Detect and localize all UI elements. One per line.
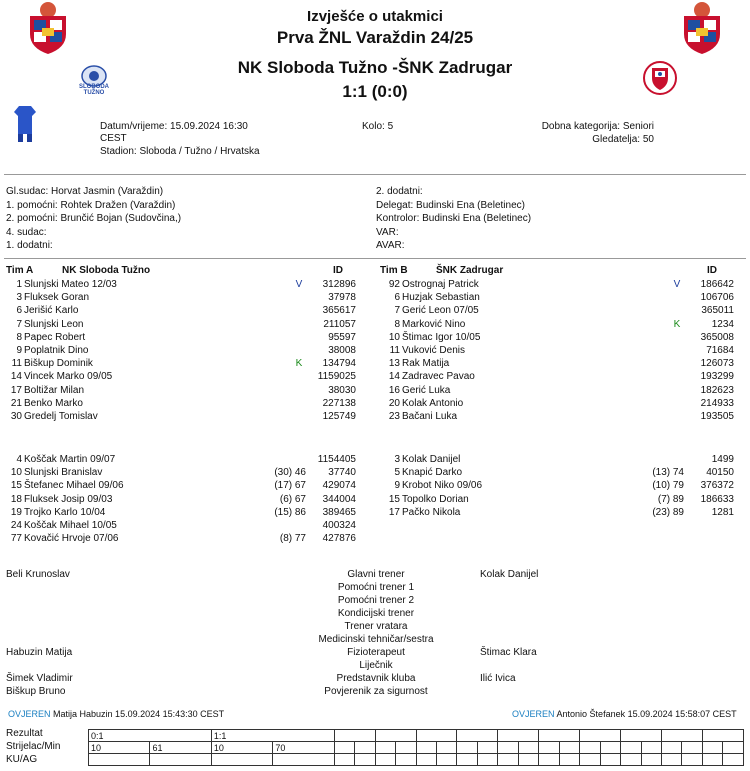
player-number: 11: [11, 358, 22, 370]
match-stadium: Stadion: Sloboda / Tužno / Hrvatska: [100, 146, 260, 157]
player-id: 186633: [700, 493, 734, 505]
team-a-id-header: ID: [333, 265, 343, 276]
staff-away-person: [480, 621, 740, 634]
player-number: 8: [16, 331, 22, 343]
player-row: [0, 480, 360, 492]
player-id: 214933: [700, 397, 734, 409]
player-name: Gerić Leon 07/05: [402, 305, 479, 317]
player-id: 429074: [322, 480, 356, 492]
official-line: 2. dodatni:: [376, 186, 423, 197]
document-title: Izvješće o utakmici: [307, 8, 443, 25]
player-row: [378, 319, 738, 331]
ku-cell: [580, 754, 600, 766]
player-row: [378, 494, 738, 506]
home-club-logo-text: SLOBODA TUŽNO: [79, 84, 109, 96]
footer-labels: [6, 728, 60, 767]
scorer-cell: [498, 742, 518, 754]
player-number: 20: [388, 397, 400, 409]
player-name: Rak Matija: [402, 358, 450, 370]
result-cell: [334, 730, 375, 742]
staff-home-person: [6, 582, 266, 595]
result-cell: [416, 730, 457, 742]
footer-grid: [88, 729, 744, 766]
player-row: [0, 494, 360, 506]
official-line: 1. pomoćni: Rohtek Dražen (Varaždin): [6, 199, 176, 211]
shirt-icon: [14, 106, 36, 144]
player-minute: (30) 46: [274, 467, 306, 479]
player-id: 376372: [700, 480, 734, 492]
player-row: [378, 411, 738, 423]
player-row: [378, 345, 738, 357]
staff-away-person: [480, 686, 740, 699]
footer-grid-row: [89, 730, 744, 742]
player-number: 4: [16, 454, 22, 465]
ku-cell: [723, 754, 744, 766]
player-id: 427876: [322, 533, 356, 545]
player-name: Jerišić Karlo: [24, 305, 79, 317]
scorer-cell: [375, 742, 395, 754]
ku-cell: [539, 754, 559, 766]
official-line: 4. sudac:: [6, 226, 47, 238]
staff-role: Trener vratara: [344, 621, 408, 632]
player-row: [378, 467, 738, 479]
footer-label-scorer: Strijelac/Min: [6, 741, 61, 752]
staff-away-person: Ilić Ivica: [480, 673, 516, 684]
ku-cell: [396, 754, 416, 766]
player-number: 1: [16, 279, 22, 290]
player-number: 6: [394, 292, 400, 304]
scorer-cell: 10: [211, 742, 272, 754]
player-row: [0, 292, 360, 304]
scorer-cell: [682, 742, 702, 754]
scorer-cell: [600, 742, 620, 754]
team-a-label: Tim A: [6, 265, 34, 276]
player-name: Kolak Antonio: [402, 397, 464, 409]
staff-away: [480, 569, 740, 699]
player-number: 19: [10, 506, 22, 518]
player-number: 17: [10, 384, 22, 396]
player-row: [0, 345, 360, 357]
player-mark: K: [295, 358, 303, 370]
player-name: Koščak Martin 09/07: [24, 454, 116, 465]
player-number: 18: [10, 493, 22, 505]
verified-label: OVJEREN: [8, 709, 51, 719]
player-minute: (17) 67: [274, 480, 306, 492]
player-mark: V: [673, 279, 681, 290]
player-row: [378, 385, 738, 397]
player-name: Bačani Luka: [402, 411, 458, 422]
player-id: 182623: [700, 384, 734, 396]
verified-text: Antonio Štefanek 15.09.2024 15:58:07 CEST: [556, 709, 737, 719]
player-id: 193299: [700, 371, 734, 383]
player-number: 17: [388, 506, 400, 518]
player-name: Štimac Igor 10/05: [402, 331, 481, 343]
player-number: 15: [10, 480, 22, 492]
player-number: 11: [389, 345, 400, 356]
staff-section: [0, 569, 750, 704]
player-row: [0, 520, 360, 532]
player-number: 9: [16, 345, 22, 356]
player-name: Kolak Danijel: [402, 454, 461, 465]
ku-cell: [355, 754, 375, 766]
footer-grid-row: [89, 754, 744, 766]
player-minute: (10) 79: [652, 480, 684, 492]
player-id: 365011: [701, 305, 734, 317]
player-name: Koščak Mihael 10/05: [24, 520, 117, 531]
result-cell: [498, 730, 539, 742]
player-name: Zadravec Pavao: [402, 371, 475, 383]
player-id: 1499: [711, 454, 734, 465]
staff-away-person: [480, 608, 740, 621]
official-line: 1. dodatni:: [6, 240, 53, 251]
player-row: [0, 467, 360, 479]
player-id: 227138: [322, 397, 356, 409]
player-number: 16: [388, 384, 400, 396]
official-line: 2. pomoćni: Brunčić Bojan (Sudovčina,): [6, 213, 182, 224]
official-line: Gl.sudac: Horvat Jasmin (Varaždin): [6, 186, 164, 197]
player-mark: V: [295, 279, 303, 290]
staff-away-person: [480, 634, 740, 647]
player-name: Topolko Dorian: [402, 493, 469, 505]
player-row: [378, 454, 738, 466]
league-title: Prva ŽNL Varaždin 24/25: [276, 28, 474, 47]
staff-away-person: Kolak Danijel: [480, 569, 539, 580]
match-timezone: CEST: [100, 133, 127, 144]
scorer-cell: [355, 742, 375, 754]
player-id: 312896: [322, 279, 356, 290]
player-row: [0, 454, 360, 466]
scorer-cell: [334, 742, 354, 754]
player-row: [0, 371, 360, 383]
result-cell: [662, 730, 703, 742]
ku-cell: [498, 754, 518, 766]
ku-cell: [702, 754, 722, 766]
player-name: Biškup Dominik: [24, 358, 93, 370]
player-id: 400324: [322, 520, 356, 531]
official-line: VAR:: [376, 226, 399, 238]
ku-cell: [600, 754, 620, 766]
staff-away-person: [480, 595, 740, 608]
scorer-cell: [539, 742, 559, 754]
ku-cell: [334, 754, 354, 766]
staff-home-person: [6, 595, 266, 608]
footer-grid-row: [89, 742, 744, 754]
player-id: 126073: [700, 358, 734, 370]
player-row: [0, 385, 360, 397]
player-id: 1154405: [317, 454, 356, 465]
spectators: Gledatelja: 50: [592, 134, 654, 145]
player-id: 186642: [700, 279, 734, 290]
player-row: [378, 480, 738, 492]
staff-role: Medicinski tehničar/sestra: [318, 634, 434, 645]
player-row: [378, 358, 738, 370]
player-name: Fluksek Josip 09/03: [24, 493, 113, 505]
match-score: 1:1 (0:0): [342, 82, 408, 101]
player-id: 125749: [322, 411, 356, 422]
player-row: [378, 371, 738, 383]
staff-role: Povjerenik za sigurnost: [324, 686, 428, 697]
player-row: [0, 507, 360, 519]
ku-cell: [559, 754, 579, 766]
player-minute: (15) 86: [274, 506, 306, 518]
verified-label: OVJEREN: [512, 709, 555, 719]
scorer-cell: [477, 742, 497, 754]
ku-cell: [150, 754, 211, 766]
official-line: AVAR:: [376, 240, 405, 251]
player-name: Ostrognaj Patrick: [402, 279, 479, 290]
staff-role: Predstavnik kluba: [336, 673, 416, 684]
player-name: Vincek Marko 09/05: [24, 371, 113, 383]
player-name: Poplatnik Dino: [24, 345, 89, 356]
player-id: 37740: [328, 467, 356, 479]
staff-role: Glavni trener: [347, 569, 405, 580]
verification-left: [8, 709, 224, 719]
player-row: [0, 358, 360, 370]
ku-cell: [641, 754, 661, 766]
scorer-cell: [702, 742, 722, 754]
scorer-cell: [437, 742, 457, 754]
player-id: 389465: [322, 506, 356, 518]
player-id: 365008: [700, 331, 734, 343]
player-name: Gredelj Tomislav: [24, 411, 98, 422]
player-name: Benko Marko: [24, 397, 83, 409]
player-name: Kovačić Hrvoje 07/06: [24, 533, 119, 545]
officials-left: [6, 186, 181, 254]
team-b-id-header: ID: [707, 265, 717, 276]
player-name: Marković Nino: [402, 318, 466, 330]
footer-label-ku: KU/AG: [6, 754, 38, 765]
player-row: [0, 279, 360, 291]
staff-role: Pomoćni trener 2: [337, 595, 415, 606]
player-name: Slunjski Branislav: [24, 467, 103, 479]
player-number: 15: [388, 493, 400, 505]
player-number: 30: [10, 411, 22, 422]
player-id: 211057: [323, 318, 356, 330]
player-minute: (13) 74: [652, 467, 684, 479]
player-minute: (23) 89: [652, 506, 684, 518]
player-name: Fluksek Goran: [24, 292, 90, 304]
officials-right: [376, 186, 531, 254]
player-name: Huzjak Sebastian: [402, 292, 480, 304]
player-row: [378, 292, 738, 304]
player-row: [0, 398, 360, 410]
ku-cell: [437, 754, 457, 766]
result-cell: 0:1: [89, 730, 212, 742]
player-row: [378, 507, 738, 519]
player-id: 95597: [328, 331, 356, 343]
player-row: [378, 332, 738, 344]
player-row: [378, 279, 738, 291]
team-b-name: ŠNK Zadrugar: [436, 265, 504, 276]
scorer-cell: [396, 742, 416, 754]
player-id: 1281: [711, 506, 734, 518]
player-row: [0, 533, 360, 545]
match-title: NK Sloboda Tužno -ŠNK Zadrugar: [237, 58, 513, 77]
ku-cell: [375, 754, 395, 766]
staff-roles: [276, 569, 476, 699]
player-name: Slunjski Mateo 12/03: [24, 279, 117, 290]
player-id: 71684: [706, 345, 734, 356]
player-name: Trojko Karlo 10/04: [24, 506, 106, 518]
player-minute: (7) 89: [657, 493, 684, 505]
player-minute: (8) 77: [279, 533, 306, 545]
player-name: Pačko Nikola: [402, 506, 461, 518]
player-row: [0, 332, 360, 344]
player-number: 13: [388, 358, 400, 370]
scorer-cell: [662, 742, 682, 754]
ku-cell: [477, 754, 497, 766]
player-number: 14: [388, 371, 400, 383]
player-number: 92: [388, 279, 400, 290]
scorer-cell: 10: [89, 742, 150, 754]
player-id: 38030: [328, 384, 356, 396]
player-number: 6: [16, 305, 22, 317]
staff-home: [6, 569, 266, 699]
verified-text: Matija Habuzin 15.09.2024 15:43:30 CEST: [53, 709, 225, 719]
player-number: 24: [10, 520, 22, 531]
player-id: 193505: [700, 411, 734, 422]
scorer-cell: 70: [273, 742, 334, 754]
staff-home-person: [6, 621, 266, 634]
player-name: Boltižar Milan: [24, 384, 85, 396]
footer-label-result: Rezultat: [6, 728, 43, 739]
player-number: 8: [394, 318, 400, 330]
staff-home-person: [6, 608, 266, 621]
player-id: 37978: [328, 292, 356, 304]
player-name: Papec Robert: [24, 331, 86, 343]
staff-role: Pomoćni trener 1: [337, 582, 415, 593]
ku-cell: [457, 754, 477, 766]
ku-cell: [416, 754, 436, 766]
staff-home-person: Biškup Bruno: [6, 686, 66, 697]
ku-cell: [518, 754, 538, 766]
result-cell: [457, 730, 498, 742]
player-name: Slunjski Leon: [24, 318, 84, 330]
staff-home-person: [6, 660, 266, 673]
result-cell: [702, 730, 743, 742]
match-round: Kolo: 5: [362, 121, 394, 132]
player-number: 3: [16, 292, 22, 304]
player-id: 344004: [322, 493, 356, 505]
player-row: [378, 398, 738, 410]
divider: [4, 174, 746, 175]
staff-home-person: Habuzin Matija: [6, 647, 73, 658]
player-id: 106706: [700, 292, 734, 304]
scorer-cell: [416, 742, 436, 754]
player-id: 134794: [322, 358, 356, 370]
player-number: 77: [10, 533, 22, 545]
ku-cell: [89, 754, 150, 766]
staff-home-person: [6, 634, 266, 647]
player-number: 10: [10, 467, 22, 479]
scorer-cell: [723, 742, 744, 754]
player-number: 9: [394, 480, 400, 492]
ku-cell: [682, 754, 702, 766]
scorer-cell: [641, 742, 661, 754]
staff-away-person: Štimac Klara: [480, 647, 537, 658]
player-number: 7: [394, 305, 400, 317]
scorer-cell: [559, 742, 579, 754]
player-name: Štefanec Mihael 09/06: [24, 480, 124, 492]
player-name: Krobot Niko 09/06: [402, 480, 483, 492]
staff-role: Kondicijski trener: [337, 608, 415, 619]
player-name: Vuković Denis: [402, 345, 465, 356]
result-cell: [580, 730, 621, 742]
staff-home-person: Beli Krunoslav: [6, 569, 70, 580]
ku-cell: [662, 754, 682, 766]
scorer-cell: [518, 742, 538, 754]
scorer-cell: 61: [150, 742, 211, 754]
player-name: Gerić Luka: [402, 384, 451, 396]
ku-cell: [273, 754, 334, 766]
player-number: 3: [394, 454, 400, 465]
player-id: 38008: [328, 345, 356, 356]
divider: [4, 258, 746, 259]
age-category: Dobna kategorija: Seniori: [541, 121, 654, 132]
staff-away-person: [480, 582, 740, 595]
match-datetime: Datum/vrijeme: 15.09.2024 16:30: [100, 121, 248, 132]
player-number: 21: [10, 397, 22, 409]
verification-right: [512, 709, 737, 719]
staff-away-person: [480, 660, 740, 673]
result-cell: 1:1: [211, 730, 334, 742]
official-line: Delegat: Budinski Ena (Beletinec): [376, 199, 525, 211]
result-cell: [621, 730, 662, 742]
ku-cell: [621, 754, 641, 766]
player-id: 1234: [711, 318, 734, 330]
player-row: [0, 411, 360, 423]
player-row: [0, 305, 360, 317]
staff-role: Liječnik: [359, 660, 393, 671]
official-line: Kontrolor: Budinski Ena (Beletinec): [376, 213, 532, 224]
player-id: 40150: [706, 467, 734, 479]
team-a-name: NK Sloboda Tužno: [62, 265, 151, 276]
scorer-cell: [457, 742, 477, 754]
player-name: Knapić Darko: [402, 467, 463, 479]
staff-home-person: Šimek Vladimir: [6, 673, 73, 684]
scorer-cell: [580, 742, 600, 754]
ku-cell: [211, 754, 272, 766]
player-number: 10: [388, 331, 400, 343]
result-cell: [539, 730, 580, 742]
player-id: 1159025: [317, 371, 356, 383]
player-number: 7: [16, 318, 22, 330]
team-b-label: Tim B: [380, 265, 408, 276]
player-number: 14: [10, 371, 22, 383]
player-id: 365617: [322, 305, 356, 317]
player-minute: (6) 67: [279, 493, 306, 505]
player-number: 23: [388, 411, 400, 422]
staff-role: Fizioterapeut: [347, 647, 405, 658]
player-mark: K: [673, 318, 681, 330]
player-number: 5: [394, 467, 400, 479]
player-row: [0, 319, 360, 331]
result-cell: [375, 730, 416, 742]
scorer-cell: [621, 742, 641, 754]
player-row: [378, 305, 738, 317]
